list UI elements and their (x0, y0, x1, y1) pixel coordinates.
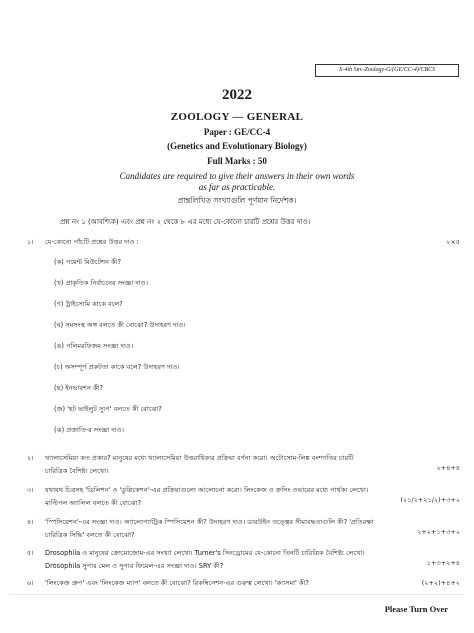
question-marks: ২+৪+৪ (436, 464, 460, 472)
question-text-continued: চারিত্রিক বৈশিষ্ট্য লেখো। (45, 467, 109, 475)
paper-title: (Genetics and Evolutionary Biology) (167, 141, 307, 151)
question-number: ১। (27, 238, 34, 246)
subject-title: ZOOLOGY — GENERAL (170, 111, 304, 123)
sub-question: (গ) ট্রাইসোমি কাকে বলে? (54, 300, 123, 308)
instruction-english-line2: as far as practicable. (198, 182, 276, 192)
question-text: 'লিংকেজ গ্রুপ' এবং 'লিংকেজ ম্যাপ' বলতে কী বোঝো? রিকম্বিনেশন-এর গুরুত্ব লেখো। 'ক্যাসমা' কী? (45, 579, 309, 587)
question-text: যে-কোনো পাঁচটি প্রশ্নের উত্তর দাও : (45, 238, 139, 246)
please-turn-over: Please Turn Over (384, 604, 448, 614)
sub-question: (ক) পয়েন্ট মিউটেশন কী? (54, 258, 122, 266)
sub-question: (ছ) ইনভারশন কী? (54, 384, 103, 392)
answer-directive: প্রশ্ন নং ১ (আবশ্যিক) এবং প্রশ্ন নং ২ থেকে ৮ এর মধ্যে যে-কোনো চারটি প্রশ্নের উত্তর দাও। (60, 218, 311, 226)
question-text-continued: মাল্টিপল অ্যালিল বলতে কী বোঝো? (45, 499, 141, 507)
question-marks: (২+২)+৪+২ (421, 579, 460, 587)
sub-question: (ঙ) পলিমরফিজম সংজ্ঞা দাও। (54, 342, 134, 350)
full-marks: Full Marks : 50 (207, 156, 267, 166)
paper-code: Paper : GE/CC-4 (203, 127, 271, 137)
question-text: 'স্পিসিয়েশন'-এর সংজ্ঞা দাও। অ্যালোপ্যাট্রিক স্পিসিয়েশন কী? উদাহরণ দাও। ডারউইন তত্ত্বের সীমাবদ্ধতাগুলি কী? 'প্রতিরক্ষা (45, 518, 374, 526)
instruction-english-line1: Candidates are required to give their answers in their own words (119, 171, 355, 181)
instruction-bengali: প্রান্তলিখিত সংখ্যাগুলি পূর্ণমান নির্দেশক। (177, 196, 297, 205)
sub-question: (ঘ) সমসংস্থ অঙ্গ বলতে কী বোঝো? উদাহরণ দাও। (54, 321, 186, 329)
question-text: Drosophila ও মানুষের ক্রোমোজোম-এর সংখ্যা লেখো। Turner's সিনড্রোমের যে-কোনো তিনটি চারিত্রিক বৈশিষ্ট্য লেখো। (45, 549, 365, 557)
question-text-continued: Drosophila সুপার মেল ও সুপার ফিমেল-এর সংজ্ঞা দাও। SRY কী? (45, 562, 224, 570)
question-marks: (২১/২+২১/২)+৩+২ (400, 496, 460, 504)
sub-question: (খ) প্রাকৃতিক নির্বাচনের সংজ্ঞা দাও। (54, 279, 148, 287)
question-marks: ২×৫ (446, 238, 460, 246)
footer-divider (10, 594, 464, 595)
exam-year: 2022 (222, 87, 252, 103)
question-marks: ১+৩+২+৪ (426, 559, 460, 567)
sub-question: (ঝ) প্রজাতি-র সংজ্ঞা দাও। (54, 426, 125, 434)
question-number: ৫। (27, 549, 34, 557)
question-text: থ্যালাসেমিয়া কত প্রকার? মানুষের মধ্যে থ্যালাসেমিয়া উত্তরাধিকার প্রক্রিয়া বর্ণনা করো। অটোসোম-লিঙ্ক বংশগতির চারটি (45, 454, 354, 462)
question-number: ৬। (27, 579, 34, 587)
question-number: ২। (27, 454, 34, 462)
question-number: ৪। (27, 518, 34, 526)
paper-code-box: X-4th Sm.-Zoology-G/(GE/CC-4)/CBCS (315, 64, 459, 77)
sub-question: (জ) 'হট ভাইলুট স্যুপ' বলতে কী বোঝো? (54, 405, 162, 413)
question-marks: ২+২+১+৩+২ (417, 528, 460, 536)
sub-question: (চ) অসম্পূর্ণ প্রকটতা কাকে বলে? উদাহরণ দাও। (54, 363, 180, 371)
question-text: যথাযথ চিত্রসহ 'ডিলিশন' ও 'ডুপ্লিকেশন'-এর প্রক্রিয়াগুলো আলোচনা করো। লিংকেজ ও ক্রসিং ওভারের মধ্যে পার্থক্য লেখো। (45, 486, 369, 494)
question-number: ৩। (27, 486, 34, 494)
question-text-continued: চারিত্রিক সিদ্ধি' বলতে কী বোঝো? (45, 531, 135, 539)
